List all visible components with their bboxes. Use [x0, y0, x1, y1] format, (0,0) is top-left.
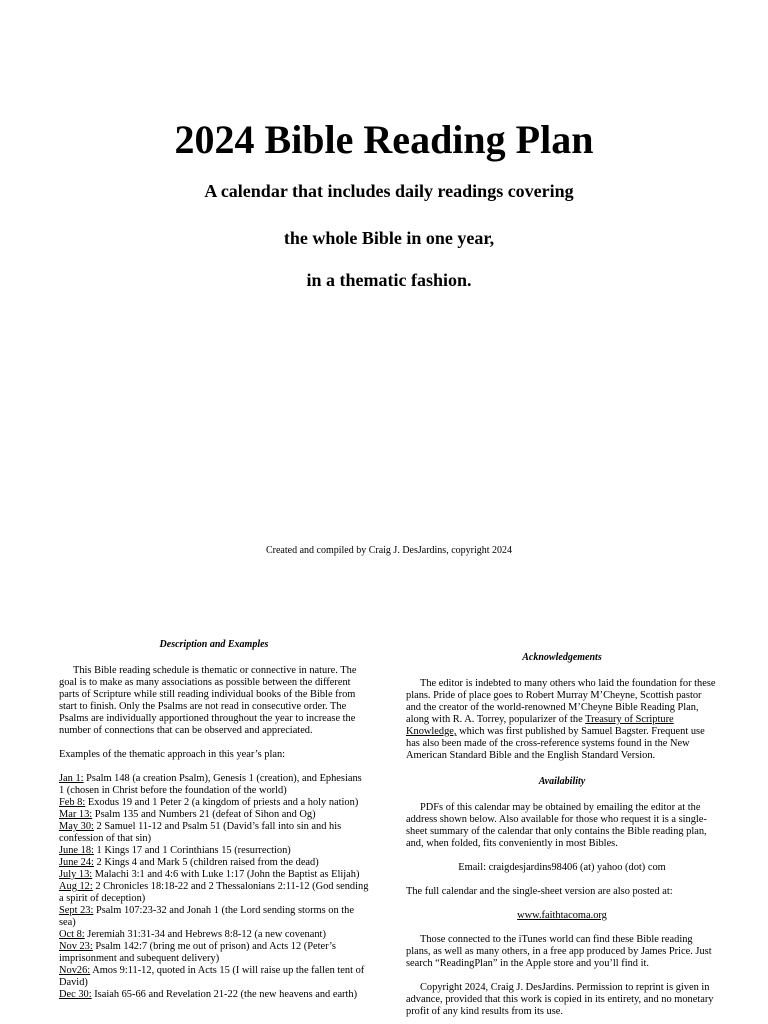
example-date: Nov 23: — [59, 941, 93, 952]
acknowledgements-text — [406, 678, 718, 762]
example-text: Psalm 135 and Numbers 21 (defeat of Sihon and Og) — [92, 809, 316, 820]
example-date: Dec 30: — [59, 989, 92, 1000]
ack-text-after: which was first published by Samuel Bagster. Frequent use has also been made of the cross-reference systems found in the New American Standard Bible and the English Standard Version. — [406, 726, 705, 761]
example-item — [59, 905, 369, 929]
example-item — [59, 989, 369, 1001]
example-text: 2 Samuel 11-12 and Psalm 51 (David’s fall into sin and his confession of that sin) — [59, 821, 342, 844]
example-text: Jeremiah 31:31-34 and Hebrews 8:8-12 (a new covenant) — [84, 929, 326, 940]
example-item — [59, 857, 369, 869]
examples-label: Examples of the thematic approach in this year’s plan: — [59, 749, 286, 760]
example-item — [59, 797, 369, 809]
description-heading: Description and Examples — [159, 639, 269, 650]
availability-heading: Availability — [538, 776, 586, 787]
acknowledgements-heading: Acknowledgements — [522, 652, 602, 663]
treasury-link[interactable]: Treasury of Scripture Knowledge, — [406, 714, 674, 737]
subtitle-line-3: in a thematic fashion. — [306, 270, 472, 290]
example-text: 2 Kings 4 and Mark 5 (children raised from the dead) — [93, 857, 319, 868]
website-link[interactable]: www.faithtacoma.org — [517, 910, 607, 921]
ack-text-before: The editor is indebted to many others who laid the foundation for these plans. Pride of place goes to Robert Murray M’Cheyne, Scottish pastor and the creator of the world-renowned M’Cheyne Bible Reading Plan, along with R. A. Torrey, popularizer of the — [406, 678, 716, 725]
availability-p1: PDFs of this calendar may be obtained by emailing the editor at the address shown below. Also available for those who request it is a single-sheet summary of the calendar that only contains the Bible reading plan, and, when folded, fits conveniently in most Bibles. — [406, 802, 707, 849]
example-text: Psalm 107:23-32 and Jonah 1 (the Lord sending storms on the sea) — [59, 905, 354, 928]
example-text: Isaiah 65-66 and Revelation 21-22 (the new heavens and earth) — [91, 989, 358, 1000]
document-title: 2024 Bible Reading Plan — [174, 117, 594, 162]
example-date: June 18: — [59, 845, 94, 856]
availability-p2: The full calendar and the single-sheet version are also posted at: — [406, 886, 673, 897]
example-item — [59, 773, 369, 797]
example-date: Nov26: — [59, 965, 91, 976]
example-item — [59, 869, 369, 881]
example-date: Feb 8: — [59, 797, 86, 808]
examples-list — [59, 773, 369, 1001]
example-text: Exodus 19 and 1 Peter 2 (a kingdom of priests and a holy nation) — [85, 797, 359, 808]
credit-line: Created and compiled by Craig J. DesJardins, copyright 2024 — [265, 545, 513, 556]
example-item — [59, 809, 369, 821]
example-text: Psalm 148 (a creation Psalm), Genesis 1 (creation), and Ephesians 1 (chosen in Christ before the foundation of the world) — [59, 773, 362, 796]
example-text: Amos 9:11-12, quoted in Acts 15 (I will raise up the fallen tent of David) — [59, 965, 365, 988]
subtitle-line-2: the whole Bible in one year, — [283, 228, 495, 248]
copyright-notice: Copyright 2024, Craig J. DesJardins. Permission to reprint is given in advance, provided that this work is copied in its entirety, and no monetary profit of any kind results from its use. — [406, 982, 714, 1017]
example-item — [59, 929, 369, 941]
example-text: Psalm 142:7 (bring me out of prison) and Acts 12 (Peter’s imprisonment and subequent delivery) — [59, 941, 336, 964]
example-item — [59, 881, 369, 905]
description-intro: This Bible reading schedule is thematic or connective in nature. The goal is to make as many associations as possible between the different parts of Scripture while still reading individual books of the Bible from start to finish. Only the Psalms are not read in consecutive order. The Psalms are individually apportioned throughout the year to increase the number of connections that can be observed and appreciated. — [59, 665, 357, 736]
example-item — [59, 965, 369, 989]
example-text: Malachi 3:1 and 4:6 with Luke 1:17 (John the Baptist as Elijah) — [92, 869, 360, 880]
example-text: 1 Kings 17 and 1 Corinthians 15 (resurrection) — [93, 845, 291, 856]
subtitle-line-1: A calendar that includes daily readings covering — [204, 181, 574, 201]
example-date: Sept 23: — [59, 905, 94, 916]
example-text: 2 Chronicles 18:18-22 and 2 Thessalonians 2:11-12 (God sending a spirit of deception) — [59, 881, 369, 904]
example-date: Mar 13: — [59, 809, 93, 820]
example-date: May 30: — [59, 821, 94, 832]
example-item — [59, 845, 369, 857]
availability-p3: Those connected to the iTunes world can find these Bible reading plans, as well as many others, in a free app produced by James Price. Just search “ReadingPlan” in the Apple store and you’ll find it. — [406, 934, 712, 969]
example-date: Aug 12: — [59, 881, 93, 892]
example-date: July 13: — [59, 869, 93, 880]
email-line: Email: craigdesjardins98406 (at) yahoo (dot) com — [458, 862, 666, 873]
example-date: June 24: — [59, 857, 94, 868]
description-column — [59, 639, 369, 1001]
example-date: Oct 8: — [59, 929, 85, 940]
example-item — [59, 821, 369, 845]
example-item — [59, 941, 369, 965]
example-date: Jan 1: — [59, 773, 84, 784]
right-column — [406, 652, 718, 1018]
